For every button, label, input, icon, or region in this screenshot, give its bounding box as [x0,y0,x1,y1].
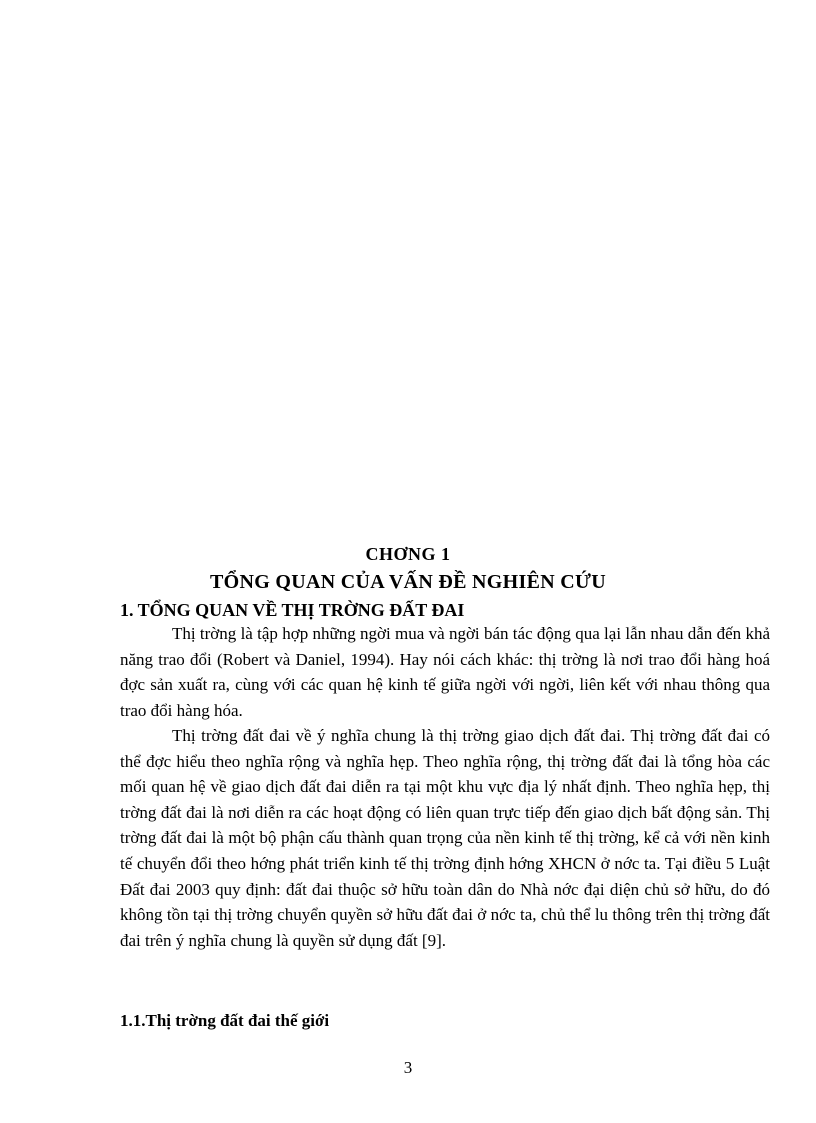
paragraph: Thị trờng là tập hợp những ngời mua và ngời bán tác động qua lại lẫn nhau dẫn đến khả năng trao đổi (Robert và Daniel, 1994). Hay nói cách khác: thị trờng là nơi trao đổi hàng hoá đợc sản xuất ra, cùng với các quan hệ kinh tế giữa ngời với ngời, liên kết với nhau thông qua trao đổi hàng hóa. [120,624,770,720]
chapter-title: TỔNG QUAN CỦA VẤN ĐỀ NGHIÊN CỨU [210,571,606,593]
section-heading: 1. TỔNG QUAN VỀ THỊ TRỜNG ĐẤT ĐAI [120,600,465,620]
page-number: 3 [403,1058,413,1077]
subsection-heading: 1.1.Thị trờng đất đai thế giới [120,1011,330,1030]
chapter-label: CHƠNG 1 [365,544,451,564]
paragraph: Thị trờng đất đai về ý nghĩa chung là thị trờng giao dịch đất đai. Thị trờng đất đai có thể đợc hiểu theo nghĩa rộng và nghĩa hẹp. Theo nghĩa rộng, thị trờng đất đai là tổng hòa các mối quan hệ về giao dịch đất đai diễn ra tại một khu vực địa lý nhất định. Theo nghĩa hẹp, thị trờng đất đai là nơi diễn ra các hoạt động có liên quan trực tiếp đến giao dịch bất động sản. Thị trờng đất đai là một bộ phận cấu thành quan trọng của nền kinh tế thị trờng, kể cả với nền kinh tế chuyển đổi theo hớng phát triển kinh tế thị trờng định hớng XHCN ở nớc ta. Tại điều 5 Luật Đất đai 2003 quy định: đất đai thuộc sở hữu toàn dân do Nhà nớc đại diện chủ sở hữu, do đó không tồn tại thị trờng chuyển quyền sở hữu đất đai ở nớc ta, chủ thể lu thông trên thị trờng đất đai trên ý nghĩa chung là quyền sử dụng đất [9]. [120,726,770,950]
